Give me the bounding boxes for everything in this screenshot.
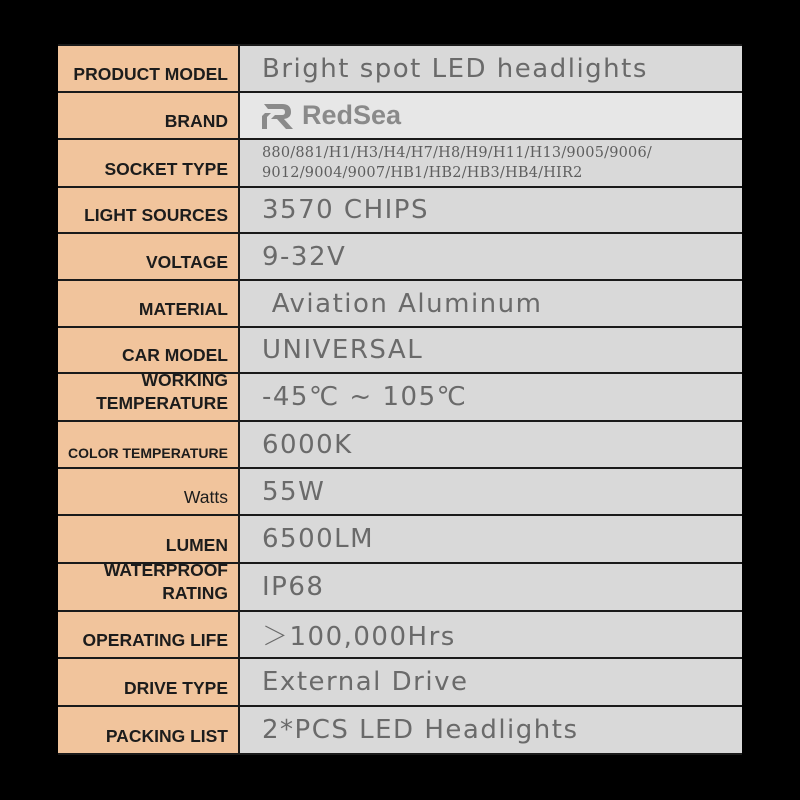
row-socket-type (58, 140, 742, 188)
value-operating-life: ＞100,000Hrs (240, 612, 742, 657)
label-waterproof-line1: WATERPROOF (103, 560, 228, 580)
label-working-temperature (58, 370, 240, 420)
row-watts (58, 469, 742, 516)
row-lumen (58, 516, 742, 564)
label-product-model: PRODUCT MODEL (58, 46, 240, 91)
value-light-sources: 3570 CHIPS (240, 188, 742, 232)
label-socket-type: SOCKET TYPE (58, 140, 240, 186)
row-material (58, 281, 742, 328)
row-car-model (58, 328, 742, 374)
value-watts: 55W (240, 469, 742, 514)
value-lumen: 6500LM (240, 516, 742, 562)
value-color-temperature: 6000K (240, 422, 742, 467)
row-drive-type (58, 659, 742, 707)
row-packing-list (58, 707, 742, 755)
label-waterproof-line2: RATING (162, 583, 228, 603)
label-voltage: VOLTAGE (58, 234, 240, 279)
label-packing-list: PACKING LIST (58, 707, 240, 753)
label-color-temperature: COLOR TEMPERATURE (58, 422, 240, 467)
row-operating-life (58, 612, 742, 659)
value-packing-list: 2*PCS LED Headlights (240, 707, 742, 753)
value-waterproof-rating: IP68 (240, 564, 742, 610)
row-light-sources (58, 188, 742, 234)
value-working-temperature: -45℃ ~ 105℃ (240, 374, 742, 420)
row-waterproof-rating (58, 560, 742, 612)
value-socket-type (240, 140, 742, 186)
spec-table (58, 44, 742, 757)
label-material: MATERIAL (58, 281, 240, 326)
value-voltage: 9-32V (240, 234, 742, 279)
label-brand: BRAND (58, 93, 240, 138)
brand-logo (262, 100, 401, 131)
redsea-logo-icon (262, 101, 296, 131)
label-watts: Watts (58, 469, 240, 514)
row-product-model (58, 46, 742, 93)
value-product-model: Bright spot LED headlights (240, 46, 742, 91)
row-brand (58, 93, 742, 140)
label-lumen: LUMEN (58, 516, 240, 562)
label-operating-life: OPERATING LIFE (58, 612, 240, 657)
value-car-model: UNIVERSAL (240, 328, 742, 372)
value-drive-type: External Drive (240, 659, 742, 705)
label-light-sources: LIGHT SOURCES (58, 188, 240, 232)
label-working-temperature-line2: TEMPERATURE (96, 393, 228, 413)
row-working-temperature (58, 370, 742, 422)
label-car-model: CAR MODEL (58, 328, 240, 372)
label-working-temperature-line1: WORKING (141, 370, 228, 390)
socket-line-2: 9012/9004/9007/HB1/HB2/HB3/HB4/HIR2 (262, 165, 583, 181)
row-color-temperature (58, 422, 742, 469)
brand-name: RedSea (302, 100, 402, 130)
value-brand (240, 93, 742, 138)
row-voltage (58, 234, 742, 281)
value-material: Aviation Aluminum (240, 281, 742, 326)
socket-line-1: 880/881/H1/H3/H4/H7/H8/H9/H11/H13/9005/9006/ (262, 145, 652, 161)
label-drive-type: DRIVE TYPE (58, 659, 240, 705)
label-waterproof-rating (58, 560, 240, 610)
